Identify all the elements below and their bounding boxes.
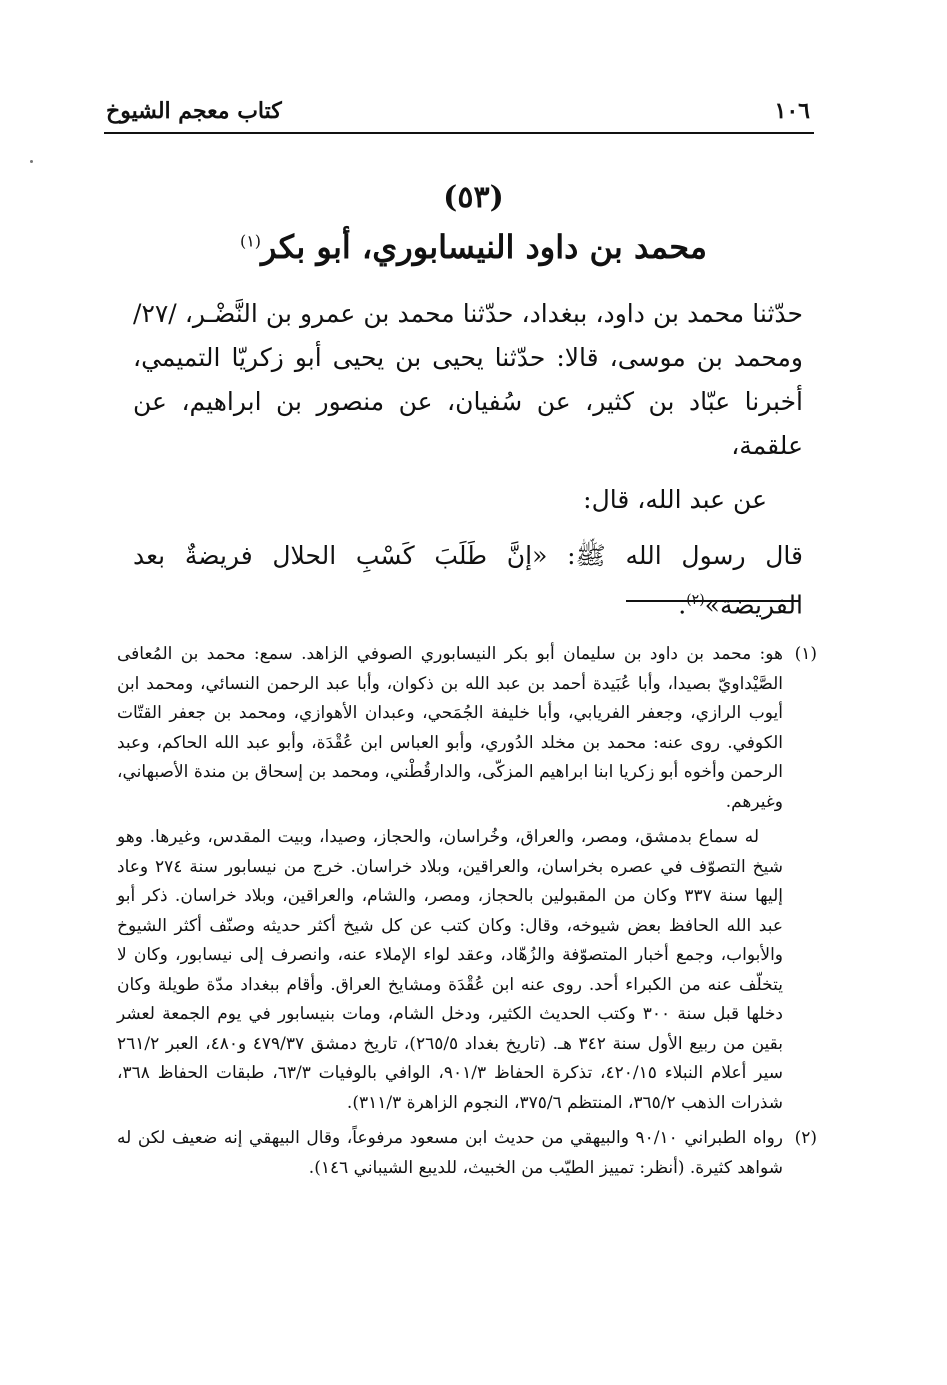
footnote-ref-1[interactable]: (١) xyxy=(239,231,262,251)
running-header xyxy=(104,92,814,134)
footnote-body xyxy=(117,640,783,1118)
hadith-paragraph xyxy=(133,534,803,627)
page-number: ١٠٦ xyxy=(774,98,810,124)
scan-speck xyxy=(30,160,33,163)
footnote-paragraph: هو: محمد بن داود بن سليمان أبو بكر النيسابوري الصوفي الزاهد. سمع: محمد بن المُعافى الصَّيْداويّ بصيدا، وأبا عُبَيدة أحمد بن عبد الله بن ذكوان، وأبا عبد الرحمن النسائي، ومحمد ابن أيوب الرازي، وجعفر الفريابي، وأبا خليفة الجُمَحي، وعبدان الأهوازي، ومحمد بن جعفر القتّات الكوفي. روى عنه: محمد بن مخلد الدُوري، وأبو العباس ابن عُقْدَة، وأبو عبد الله الحاكم، وعبد الرحمن وأخوه أبو زكريا ابنا ابراهيم المزكّى، والدارقُطْني، ومحمد بن إسحاق بن مندة الأصبهاني، وغيرهم. xyxy=(117,644,783,812)
footnote-marker: (٢) xyxy=(794,1128,817,1148)
footnote-separator xyxy=(626,600,800,602)
footnote-marker: (١) xyxy=(794,644,817,664)
footnote-ref-2[interactable]: (٢) xyxy=(686,592,705,608)
footnotes xyxy=(117,640,817,1189)
qala-line: عن عبد الله، قال: xyxy=(583,485,767,514)
main-text xyxy=(133,292,803,627)
footnote-paragraph: رواه الطبراني ٩٠/١٠ والبيهقي من حديث ابن مسعود مرفوعاً، وقال البيهقي إنه ضعيف لكن له شواهد كثيرة. (أنظر: تمييز الطيّب من الخبيث، للديبع الشيباني ١٤٦). xyxy=(117,1128,783,1178)
hadith-end: . xyxy=(678,590,687,620)
entry-title: محمد بن داود النيسابوري، أبو بكر xyxy=(261,228,708,266)
book-title: كتاب معجم الشيوخ xyxy=(106,98,282,124)
footnote-2 xyxy=(117,1124,817,1183)
footnote-1 xyxy=(117,640,817,1118)
isnad-paragraph: حدّثنا محمد بن داود، ببغداد، حدّثنا محمد بن عمرو بن النَّضْـر، /٢٧/ ومحمد بن موسى، قالا: حدّثنا يحيى بن يحيى أبو زكريّا التميمي، أخبرنا عبّاد بن كثير، عن سُفيان، عن منصور بن ابراهيم، عن علقمة، xyxy=(133,299,803,460)
footnote-paragraph: له سماع بدمشق، ومصر، والعراق، وخُراسان، والحجاز، وصيدا، وبيت المقدس، وغيرها. وهو شيخ التصوّف في عصره بخراسان، والعراقين، وبلاد خراسان. خرج من نيسابور سنة ٢٧٤ وعاد إليها سنة ٣٣٧ وكان من المقبولين بالحجاز، ومصر، والشام، والعراقين، وبلاد خراسان. ذكر أبو عبد الله الحافظ بعض شيوخه، وقال: وكان كتب عن كل شيخ أكثر حديثه وصنّف أكثر الشيوخ والأبواب، وجمع أخبار المتصوّفة والزُهّاد، وعقد لواء الإملاء عنه، وانصرف إلى نيسابور، وكان لا يتخلّف عنه من الكبراء أحد. روى عنه ابن عُقْدَة ومشايخ العراق. وأقام ببغداد مدّة طويلة وكان دخلها قبل سنة ٣٠٠ وكتب الحديث الكثير، ودخل الشام، ومات بنيسابور في يوم الجمعة لعشر بقين من ربيع الأول سنة ٣٤٢ هـ. (تاريخ بغداد ٢٦٥/٥)، تاريخ دمشق ٤٧٩/٣٧ و٤٨٠، العبر ٢٦١/٢ سير أعلام النبلاء ٤٢٠/١٥، تذكرة الحفاظ ٩٠١/٣، الوافي بالوفيات ٦٣/٣، طبقات الحفاظ ٣٦٨، شذرات الذهب ٣٦٥/٢، المنتظم ٣٧٥/٦، النجوم الزاهرة ٣١١/٣). xyxy=(117,827,783,1113)
footnote-body xyxy=(117,1124,783,1183)
hadith-text: قال رسول الله ﷺ: «إنَّ طَلَبَ كَسْبِ الحلال فريضةٌ بعد الفريضة» xyxy=(133,541,803,620)
entry-title-line xyxy=(0,228,947,266)
entry-number: (٥٣) xyxy=(443,180,504,215)
